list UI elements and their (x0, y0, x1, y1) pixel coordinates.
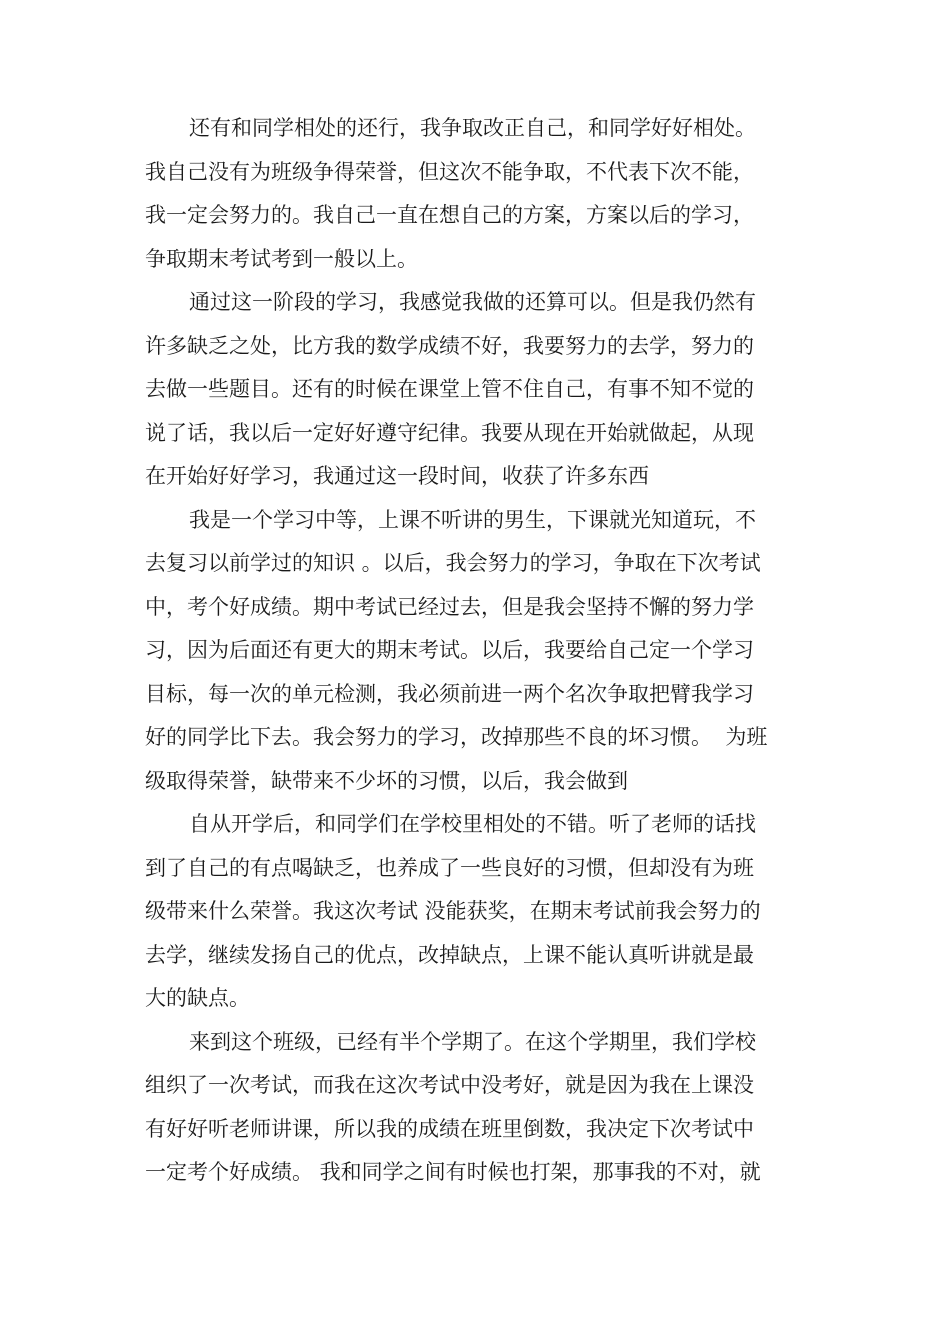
paragraph-4 (145, 803, 805, 1021)
paragraph-2 (145, 281, 805, 499)
paragraph-5 (145, 1021, 805, 1195)
paragraph-3 (145, 499, 805, 804)
paragraph-line: 中，考个好成绩。期中考试已经过去，但是我会坚持不懈的努力学 (145, 594, 754, 619)
paragraph-1 (145, 107, 805, 281)
paragraph-line: 我自己没有为班级争得荣誉，但这次不能争取，不代表下次不能， (145, 159, 754, 184)
paragraph-line: 去学，继续发扬自己的优点，改掉缺点，上课不能认真听讲就是最 (145, 942, 754, 967)
paragraph-line: 习，因为后面还有更大的期末考试。以后，我要给自己定一个学习 (145, 638, 754, 662)
paragraph-line: 通过这一阶段的学习，我感觉我做的还算可以。但是我仍然有 (189, 290, 756, 314)
paragraph-line: 许多缺乏之处，比方我的数学成绩不好，我要努力的去学，努力的 (145, 333, 754, 358)
paragraph-line: 到了自己的有点喝缺乏，也养成了一些良好的习惯，但却没有为班 (145, 855, 754, 880)
paragraph-line: 在开始好好学习，我通过这一段时间，收获了许多东西 (145, 464, 649, 488)
paragraph-line: 去复习以前学过的知识 。以后，我会努力的学习，争取在下次考试 (145, 551, 761, 575)
paragraph-line: 目标，每一次的单元检测，我必须前进一两个名次争取把臂我学习 (145, 681, 754, 706)
paragraph-line: 还有和同学相处的还行，我争取改正自己，和同学好好相处。 (189, 116, 756, 140)
paragraph-line: 来到这个班级，已经有半个学期了。在这个学期里，我们学校 (189, 1029, 756, 1054)
paragraph-line: 自从开学后，和同学们在学校里相处的不错。听了老师的话找 (189, 812, 756, 836)
paragraph-line: 有好好听老师讲课，所以我的成绩在班里倒数，我决定下次考试中 (145, 1116, 754, 1141)
document-body (145, 107, 805, 1195)
paragraph-line: 我一定会努力的。我自己一直在想自己的方案，方案以后的学习， (145, 203, 754, 227)
paragraph-line: 大的缺点。 (145, 986, 250, 1010)
paragraph-line: 好的同学比下去。我会努力的学习，改掉那些不良的坏习惯。 为班 (145, 725, 768, 749)
paragraph-line: 级带来什么荣誉。我这次考试 没能获奖，在期末考试前我会努力的 (145, 899, 761, 923)
paragraph-line: 我是一个学习中等，上课不听讲的男生，下课就光知道玩，不 (189, 507, 756, 532)
paragraph-line: 去做一些题目。还有的时候在课堂上管不住自己，有事不知不觉的 (145, 377, 754, 401)
paragraph-line: 组织了一次考试，而我在这次考试中没考好，就是因为我在上课没 (145, 1073, 754, 1097)
paragraph-line: 一定考个好成绩。 我和同学之间有时候也打架，那事我的不对，就 (145, 1160, 761, 1184)
paragraph-line: 争取期末考试考到一般以上。 (145, 246, 418, 271)
paragraph-line: 说了话，我以后一定好好遵守纪律。我要从现在开始就做起，从现 (145, 420, 754, 445)
paragraph-line: 级取得荣誉，缺带来不少坏的习惯，以后，我会做到 (145, 768, 628, 793)
